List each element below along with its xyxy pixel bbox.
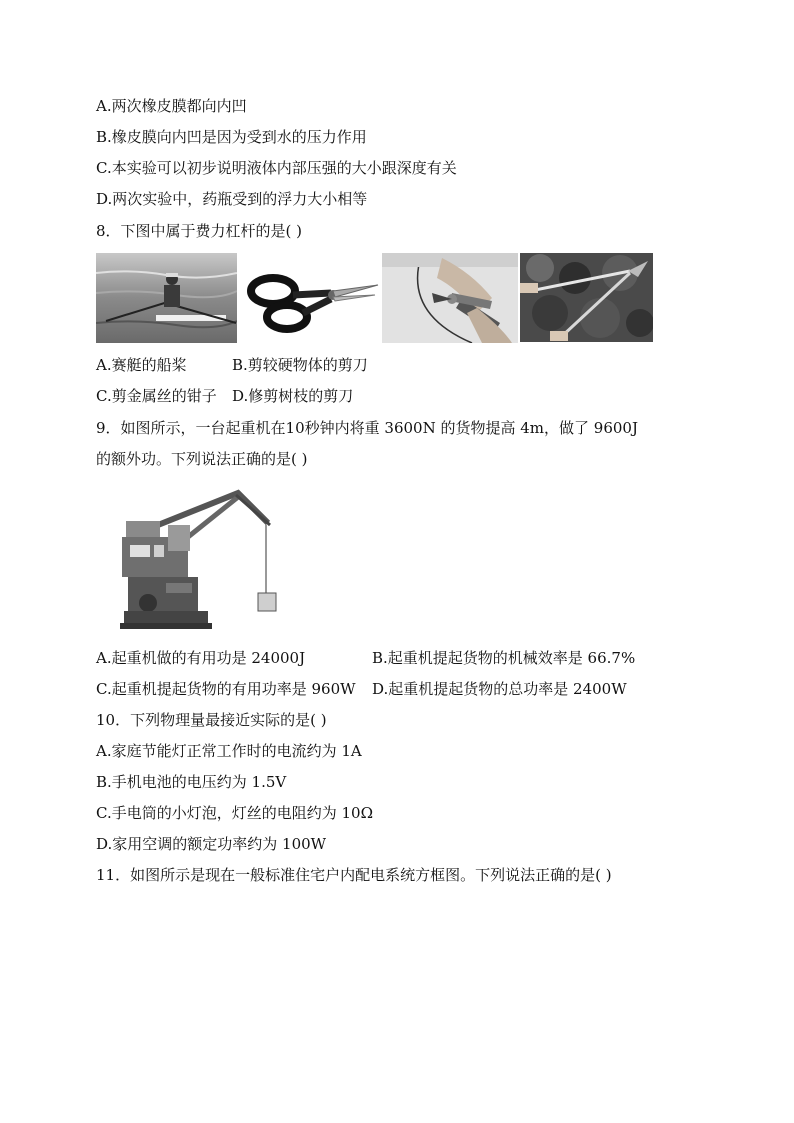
- q10-option-a: A.家庭节能灯正常工作时的电流约为 1A: [96, 742, 362, 760]
- pruning-shears-photo: [520, 253, 653, 342]
- q7-option-c: C.本实验可以初步说明液体内部压强的大小跟深度有关: [96, 159, 457, 177]
- q8-option-a: A.赛艇的船桨: [96, 356, 187, 374]
- q8-option-d: D.修剪树枝的剪刀: [232, 387, 354, 405]
- q9-stem-line1: 9．如图所示，一台起重机在10秒钟内将重 3600N 的货物提高 4m，做了 9600J: [96, 419, 638, 437]
- q10-stem: 10．下列物理量最接近实际的是( ): [96, 711, 327, 729]
- q7-option-b: B.橡皮膜向内凹是因为受到水的压力作用: [96, 128, 367, 146]
- q8-stem: 8．下图中属于费力杠杆的是( ): [96, 222, 303, 240]
- crane-photo: [118, 485, 280, 633]
- q9-option-b: B.起重机提起货物的机械效率是 66.7%: [372, 649, 636, 667]
- q7-option-d: D.两次实验中，药瓶受到的浮力大小相等: [96, 190, 368, 208]
- pliers-cutting-wire-photo: [382, 253, 518, 343]
- q7-option-a: A.两次橡皮膜都向内凹: [96, 97, 247, 115]
- q8-option-c: C.剪金属丝的钳子: [96, 387, 217, 405]
- q10-option-c: C.手电筒的小灯泡，灯丝的电阻约为 10Ω: [96, 804, 374, 822]
- q8-option-b: B.剪较硬物体的剪刀: [232, 356, 368, 374]
- q10-option-d: D.家用空调的额定功率约为 100W: [96, 835, 327, 853]
- q10-option-b: B.手机电池的电压约为 1.5V: [96, 773, 287, 791]
- q9-option-c: C.起重机提起货物的有用功率是 960W: [96, 680, 356, 698]
- q9-option-d: D.起重机提起货物的总功率是 2400W: [372, 680, 627, 698]
- q9-option-a: A.起重机做的有用功是 24000J: [96, 649, 306, 667]
- q11-stem: 11．如图所示是现在一般标准住宅户内配电系统方框图。下列说法正确的是( ): [96, 866, 612, 884]
- q9-stem-line2: 的额外功。下列说法正确的是( ): [96, 450, 308, 468]
- tin-snips-photo: [243, 265, 380, 335]
- rowing-boat-oar-photo: [96, 253, 237, 343]
